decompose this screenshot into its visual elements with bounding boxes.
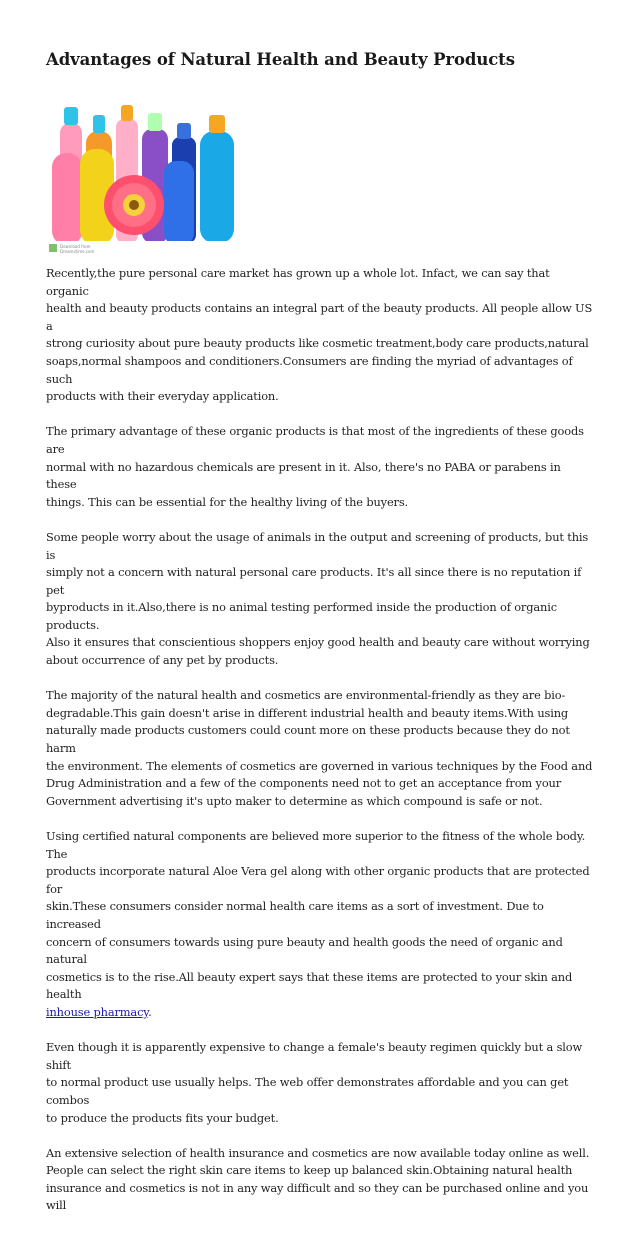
- text-line: to produce the products fits your budget.: [46, 1110, 279, 1125]
- text-line: to normal product use usually helps. The web offer demonstrates affordable and you can get combos: [46, 1075, 569, 1107]
- page-title: Advantages of Natural Health and Beauty Products: [46, 50, 515, 69]
- text-line: The primary advantage of these organic products is that most of the ingredients of these goods are: [46, 424, 584, 456]
- bottle-cap: [121, 105, 133, 121]
- paragraph: [46, 529, 594, 670]
- text-line: Using certified natural components are believed more superior to the fitness of the whole body. The: [46, 829, 586, 861]
- text-line: products with their everyday application.: [46, 389, 279, 404]
- text-line: People can select the right skin care items to keep up balanced skin.Obtaining natural health: [46, 1163, 573, 1178]
- watermark-line-2: Dreamstime.com: [60, 249, 95, 254]
- text-line: health and beauty products contains an integral part of the beauty products. All people allow US a: [46, 301, 593, 333]
- bottle-cap: [177, 123, 191, 139]
- pink-bottle: [52, 153, 82, 245]
- inhouse-pharmacy-link[interactable]: inhouse pharmacy: [46, 1004, 149, 1019]
- text-line: The majority of the natural health and cosmetics are environmental-friendly as they are bio-: [46, 688, 566, 703]
- text-line: simply not a concern with natural personal care products. It's all since there is no reputation if pet: [46, 565, 582, 597]
- bottle-cap: [148, 113, 162, 131]
- paragraph: [46, 265, 594, 406]
- article-body: [46, 265, 594, 1233]
- paragraph: [46, 1039, 594, 1127]
- text-line: insurance and cosmetics is not in any way difficult and so they can be purchased online and you will: [46, 1180, 589, 1213]
- product-photo: [46, 101, 250, 260]
- paragraph: [46, 828, 594, 1022]
- text-line: degradable.This gain doesn't arise in different industrial health and beauty items.With using: [46, 705, 569, 720]
- text-line: strong curiosity about pure beauty products like cosmetic treatment,body care products,natural: [46, 336, 589, 351]
- dreamstime-logo: [49, 244, 57, 252]
- blue-bottle-front: [164, 161, 194, 245]
- text-line: Some people worry about the usage of animals in the output and screening of products, but this is: [46, 529, 589, 562]
- bottle-cap: [209, 115, 225, 133]
- text-line: An extensive selection of health insurance and cosmetics are now available today online as well.: [46, 1145, 590, 1160]
- text-line: soaps,normal shampoos and conditioners.Consumers are finding the myriad of advantages of such: [46, 353, 573, 386]
- text-line: Also it ensures that conscientious shoppers enjoy good health and beauty care without worrying: [46, 635, 590, 650]
- text-line: the environment. The elements of cosmetics are governed in various techniques by the Food and: [46, 758, 593, 773]
- text-line: concern of consumers towards using pure beauty and health goods the need of organic and natural: [46, 934, 563, 967]
- text-line: naturally made products customers could count more on these products because they do not harm: [46, 723, 570, 756]
- blue-bottle: [200, 131, 234, 243]
- text-line: Government advertising it's upto maker to determine as which compound is safe or not.: [46, 793, 543, 808]
- bottles-illustration: [46, 101, 250, 260]
- text-line: Recently,the pure personal care market has grown up a whole lot. Infact, we can say that organic: [46, 266, 550, 298]
- bottle-cap: [93, 115, 105, 133]
- text-line: skin.These consumers consider normal health care items as a sort of investment. Due to increased: [46, 899, 544, 931]
- gerbera-flower: [104, 175, 164, 235]
- text-line: cosmetics is to the rise.All beauty expert says that these items are protected to your skin and health: [46, 969, 573, 1002]
- link-trailing-text: .: [148, 1004, 152, 1019]
- text-line: byproducts in it.Also,there is no animal testing performed inside the production of organic products.: [46, 600, 557, 632]
- paragraph: [46, 1145, 594, 1215]
- text-line: normal with no hazardous chemicals are present in it. Also, there's no PABA or parabens in these: [46, 459, 561, 492]
- text-line: Even though it is apparently expensive to change a female's beauty regimen quickly but a slow shift: [46, 1040, 583, 1072]
- paragraph: [46, 687, 594, 810]
- text-line: Drug Administration and a few of the components need not to get an acceptance from your: [46, 776, 562, 791]
- watermark-line-1: Download from: [60, 244, 91, 249]
- text-line: products incorporate natural Aloe Vera gel along with other organic products that are protected for: [46, 864, 590, 896]
- paragraph: [46, 423, 594, 511]
- text-line: about occurrence of any pet by products.: [46, 653, 279, 668]
- bottle-cap: [64, 107, 78, 125]
- text-line: things. This can be essential for the healthy living of the buyers.: [46, 494, 409, 509]
